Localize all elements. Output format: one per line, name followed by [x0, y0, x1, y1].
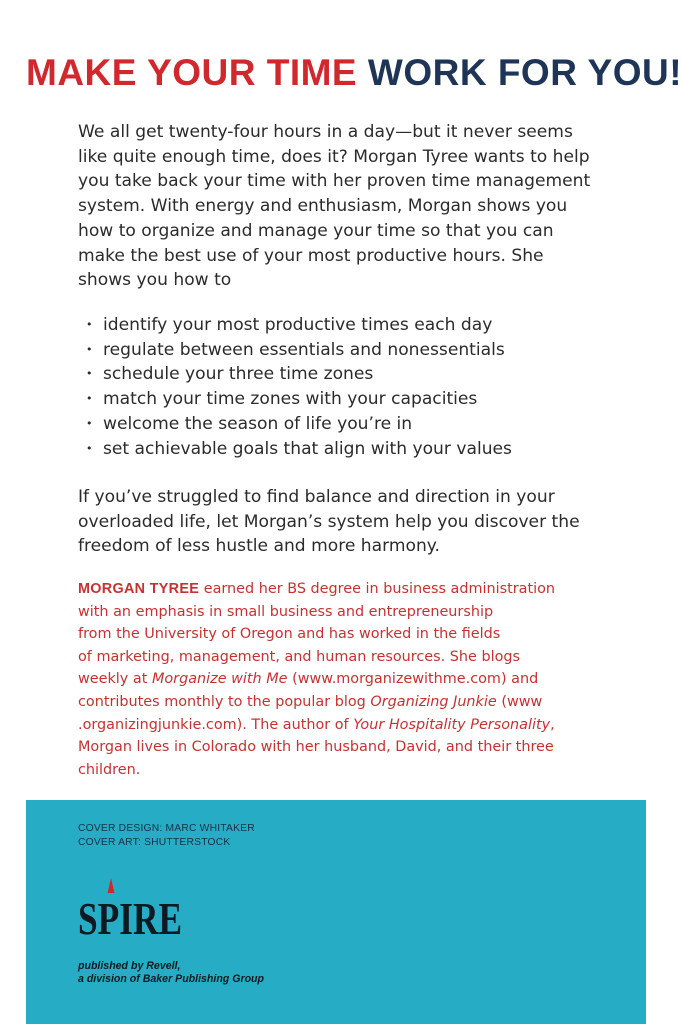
intro-paragraph [78, 120, 633, 293]
publisher-line: a division of Baker Publishing Group [78, 973, 265, 985]
bullet-dot-icon: • [86, 367, 93, 381]
bio-line: from the University of Oregon and has worked in the fields [78, 626, 501, 643]
blog2-title: Organizing Junkie [370, 693, 497, 710]
bullet-dot-icon: • [86, 318, 93, 331]
bio-line [78, 714, 638, 737]
bullet-text: regulate between essentials and nonessentials [103, 339, 505, 360]
author-bio [78, 578, 638, 781]
bio-line: children. [78, 761, 141, 778]
bullet-item [86, 437, 631, 462]
spire-wordmark: SPIRE [78, 893, 182, 944]
closing-line: overloaded life, let Morgan’s system help you discover the [78, 511, 580, 532]
closing-line: If you’ve struggled to find balance and direction in your [78, 487, 555, 507]
bio-line: of marketing, management, and human resources. She blogs [78, 648, 521, 665]
closing-line: freedom of less hustle and more harmony. [78, 536, 440, 557]
bio-text: .organizingjunkie.com). The author of [78, 716, 354, 733]
back-cover [26, 0, 682, 1024]
headline [26, 50, 682, 96]
closing-paragraph [78, 485, 633, 559]
bio-line [78, 691, 638, 714]
bio-line: with an emphasis in small business and entrepreneurship [78, 603, 494, 620]
bullet-dot-icon: • [86, 416, 93, 430]
intro-line: system. With energy and enthusiasm, Morgan shows you [78, 196, 568, 217]
book-title: Your Hospitality Personality [353, 716, 551, 733]
bio-text: (www.morganizewithme.com) and [287, 671, 539, 688]
bio-text: , [550, 716, 555, 733]
cover-design-credit: COVER DESIGN: MARC WHITAKER [78, 823, 255, 834]
cover-credits [78, 822, 255, 850]
blog-title: Morganize with Me [151, 671, 288, 688]
intro-line: We all get twenty-four hours in a day—but it never seems [78, 122, 573, 142]
headline-part-navy: WORK FOR YOU! [367, 52, 682, 93]
author-name: MORGAN TYREE [78, 581, 200, 597]
bullet-text: set achievable goals that align with your values [103, 438, 512, 459]
bullet-item [86, 338, 631, 363]
bullet-dot-icon: • [86, 392, 93, 406]
cover-text-panel [26, 0, 682, 800]
bullet-text: schedule your three time zones [103, 364, 374, 385]
bio-text: contributes monthly to the popular blog [78, 693, 371, 710]
bullet-item [86, 313, 631, 338]
bio-text: (www [496, 693, 543, 710]
bullet-item [86, 362, 631, 387]
spire-logo [78, 876, 198, 956]
intro-line: shows you how to [78, 270, 232, 291]
intro-line: you take back your time with her proven time management [78, 171, 591, 192]
bio-text: earned her BS degree in business administration [199, 581, 556, 597]
teal-band [26, 800, 646, 1024]
intro-line: make the best use of your most productive hours. She [78, 245, 544, 266]
bullet-dot-icon: • [86, 441, 93, 455]
bullet-text: welcome the season of life you’re in [103, 413, 413, 434]
spire-steeple-icon [108, 878, 115, 893]
bullet-dot-icon: • [86, 342, 93, 356]
intro-line: like quite enough time, does it? Morgan Tyree wants to help [78, 146, 590, 167]
bio-line [78, 668, 638, 691]
bio-line [78, 578, 638, 601]
bullet-text: match your time zones with your capacities [103, 389, 478, 410]
bullet-item [86, 412, 631, 437]
bullet-text: identify your most productive times each day [103, 315, 493, 335]
bullet-list [86, 313, 631, 461]
publisher-imprint [78, 960, 264, 986]
bio-text: weekly at [78, 671, 152, 688]
intro-line: how to organize and manage your time so that you can [78, 220, 554, 241]
headline-part-red: MAKE YOUR TIME [26, 52, 358, 93]
publisher-line: published by Revell, [78, 960, 181, 972]
cover-art-credit: COVER ART: SHUTTERSTOCK [78, 837, 231, 848]
bio-line: Morgan lives in Colorado with her husband, David, and their three [78, 739, 554, 756]
bullet-item [86, 387, 631, 412]
